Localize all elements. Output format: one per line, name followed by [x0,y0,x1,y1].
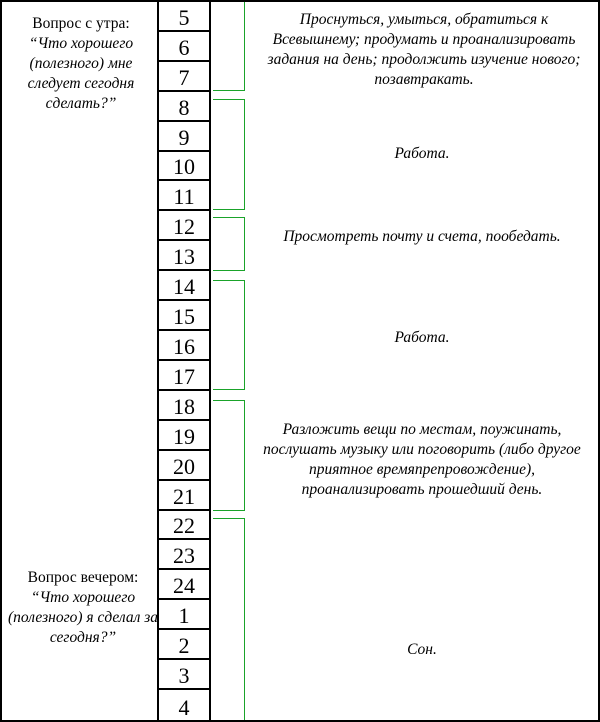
hours-column [157,2,211,720]
hour-cell: 8 [159,92,209,122]
activity-bracket [213,400,245,511]
evening-question-note [6,568,160,648]
hour-cell: 6 [159,32,209,62]
morning-question-text: “Что хорошего (полезного) мне следует сегодня сделать?” [27,35,135,112]
hour-cell: 18 [159,391,209,421]
activity-text: Работа. [394,145,450,162]
hour-cell: 16 [159,331,209,361]
activity-bracket [213,2,245,91]
hour-cell: 3 [159,660,209,690]
hour-cell: 21 [159,481,209,511]
hour-cell: 13 [159,241,209,271]
hour-cell: 2 [159,630,209,660]
activity-text: Сон. [407,641,437,658]
hour-cell: 4 [178,694,190,720]
activity-text: Проснуться, умыться, обратиться к Всевышнему; продумать и проанализировать задания на день; продолжить изучение нового; позавтракать. [267,11,581,88]
activity-text: Работа. [394,329,450,346]
hour-cell: 17 [159,361,209,391]
morning-question-heading: Вопрос с утра: [32,15,130,32]
hour-cell: 24 [159,570,209,600]
hour-cell: 14 [159,271,209,301]
hour-cell: 7 [159,62,209,92]
hour-cell: 1 [159,600,209,630]
morning-question-note [6,14,156,114]
hour-cell: 12 [159,211,209,241]
hour-cell: 11 [159,182,209,212]
schedule-sheet [2,2,598,720]
hour-cell: 9 [159,122,209,152]
activity-bracket [213,280,245,390]
hour-cell: 23 [159,541,209,571]
activity-bracket [213,518,245,720]
hour-cell: 22 [159,511,209,541]
activity-bracket [213,217,245,271]
hour-cell: 15 [159,301,209,331]
activity-text: Разложить вещи по местам, поужинать, послушать музыку или поговорить (либо другое приятное времяпрепровождение), проанализировать прошедший день. [263,421,581,498]
evening-question-text: “Что хорошего (полезного) я сделал за сегодня?” [7,589,159,646]
hour-cell: 5 [159,2,209,32]
activity-text: Просмотреть почту и счета, пообедать. [283,228,561,245]
activity-bracket [213,99,245,210]
hour-cell: 20 [159,451,209,481]
hour-cell: 10 [159,152,209,182]
hour-cell: 19 [159,421,209,451]
evening-question-heading: Вопрос вечером: [27,569,139,586]
